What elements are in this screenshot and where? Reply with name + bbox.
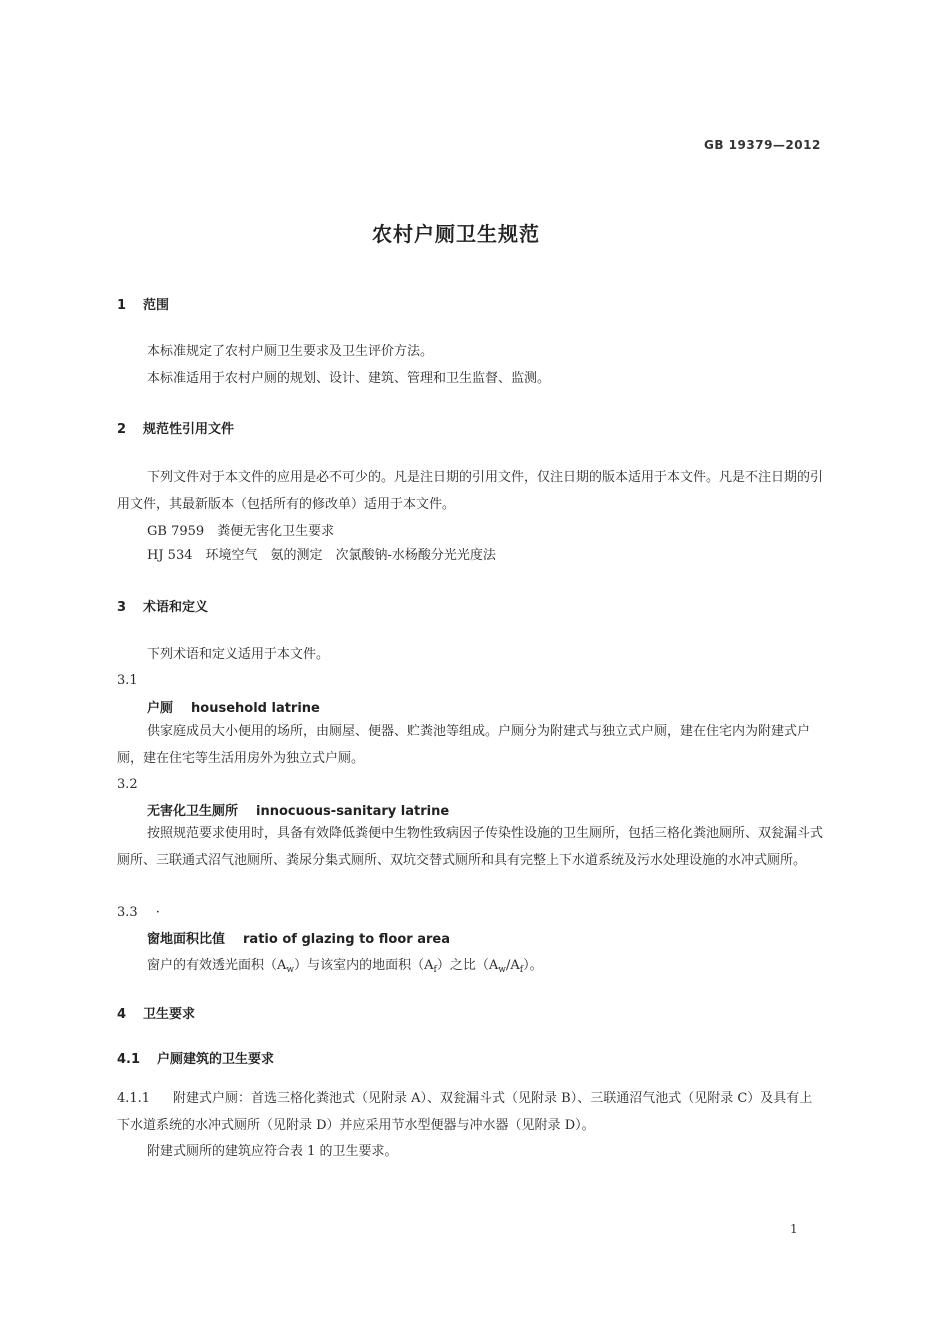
reference-item: HJ 534 环境空气 氨的测定 次氯酸钠-水杨酸分光光度法 [147,548,496,563]
paragraph: 下列术语和定义适用于本文件。 [147,647,330,662]
subscript: f [519,965,524,975]
subsection-4-1-heading [117,1048,274,1067]
subsection-number: 4.1 [117,1052,141,1067]
clause-num: 4.1.1 [117,1091,151,1106]
clause-lead: 附建式户厕： [173,1091,252,1106]
clause-4-1-1 [117,1085,823,1139]
subscript: w [498,965,506,975]
term-cn: 无害化卫生厕所 [147,804,239,819]
def-text: ）。 [523,958,543,973]
section-number: 4 [117,1007,127,1022]
paragraph: 附建式厕所的建筑应符合表 1 的卫生要求。 [147,1144,398,1159]
section-number: 1 [117,298,127,313]
clause-text: 首选三格化粪池式（见附录 A）、双瓮漏斗式（见附录 B）、三联通沼气池式（见附录 C）及具有上下水道系统的水冲式厕所（见附录 D）并应采用节水型便器与冲水器（见附录 D）。 [117,1091,813,1133]
term-entry [147,928,450,947]
section-title: 卫生要求 [143,1007,196,1022]
page-number: 1 [790,1222,798,1236]
paragraph: 本标准规定了农村户厕卫生要求及卫生评价方法。 [147,344,434,359]
term-en: innocuous-sanitary latrine [256,804,450,819]
section-title: 规范性引用文件 [143,422,235,437]
subscript: w [286,965,295,975]
term-definition: 供家庭成员大小便用的场所，由厕屋、便器、贮粪池等组成。户厕分为附建式与独立式户厕，建在住宅内为附建式户厕，建在住宅等生活用房外为独立式户厕。 [117,724,811,766]
paragraph: 下列文件对于本文件的应用是必不可少的。凡是注日期的引用文件，仅注日期的版本适用于本文件。凡是不注日期的引用文件，其最新版本（包括所有的修改单）适用于本文件。 [117,470,824,512]
paragraph: 本标准适用于农村户厕的规划、设计、建筑、管理和卫生监督、监测。 [147,371,551,386]
subsection-title: 户厕建筑的卫生要求 [157,1052,275,1067]
clause-number: 3.1 [117,673,138,688]
term-definition [147,952,543,984]
term-definition: 按照规范要求使用时，具备有效降低粪便中生物性致病因子传染性设施的卫生厕所，包括三格化粪池厕所、双瓮漏斗式厕所、三联通式沼气池厕所、粪尿分集式厕所、双坑交替式厕所和具有完整上下水道系统及污水处理设施的水冲式厕所。 [117,826,824,868]
section-number: 3 [117,600,127,615]
clause-num: 3.3 [117,905,138,920]
section-number: 2 [117,422,127,437]
stray-mark: · [155,905,160,920]
def-text: ）与该室内的地面积（A [294,958,434,973]
def-text: /A [505,958,520,973]
section-3-heading [117,596,208,615]
document-title: 农村户厕卫生规范 [372,222,540,246]
def-text: 窗户的有效透光面积（A [147,958,287,973]
term-en: household latrine [191,701,320,716]
term-en: ratio of glazing to floor area [243,932,450,947]
clause-number: 3.2 [117,777,138,792]
term-cn: 窗地面积比值 [147,932,226,947]
clause-number [117,899,160,926]
def-text: ）之比（A [436,958,499,973]
subscript: f [433,965,437,975]
section-4-heading [117,1003,195,1022]
term-cn: 户厕 [147,701,174,716]
term-entry [147,800,449,819]
term-entry [147,697,320,716]
section-title: 范围 [143,298,170,313]
reference-item: GB 7959 粪便无害化卫生要求 [147,524,335,539]
section-1-heading [117,294,169,313]
standard-number: GB 19379—2012 [704,138,821,152]
section-title: 术语和定义 [143,600,209,615]
section-2-heading [117,418,234,437]
